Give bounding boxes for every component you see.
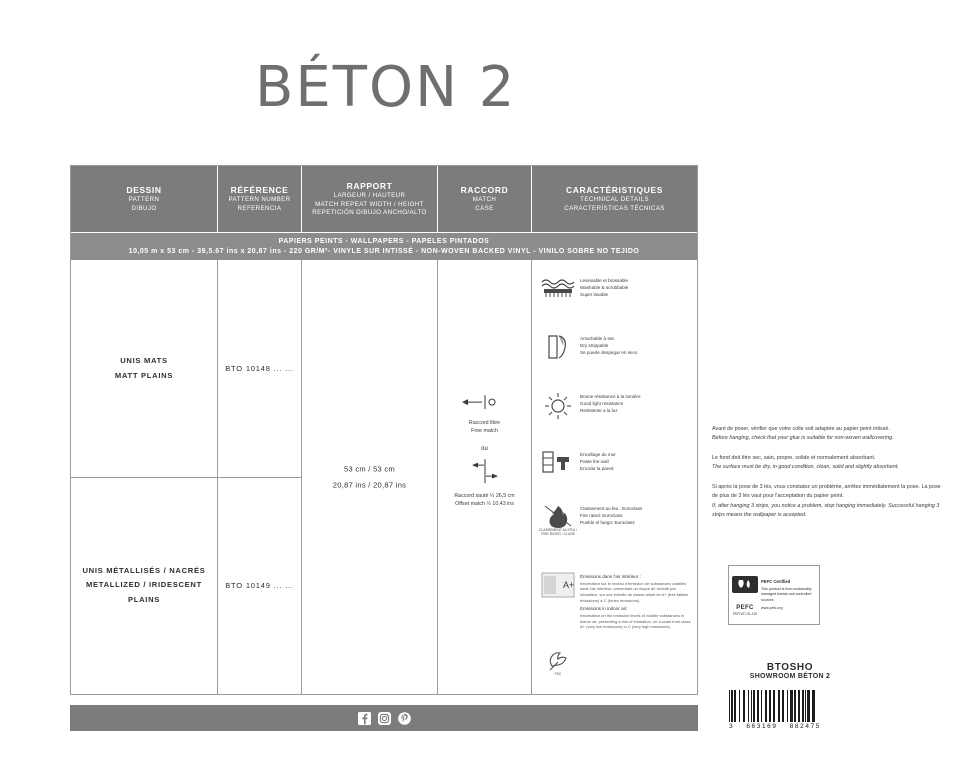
tech-row: [536, 450, 693, 474]
barcode-digit-group: 663169: [746, 723, 778, 730]
column-rapport: [302, 260, 438, 694]
table-row: UNIS MATS MATT PLAINS: [114, 356, 174, 380]
offset-match-caption: Raccord sauté ½ 26,5 cm Offset match ½ 10,43 ins: [454, 492, 515, 507]
hanging-instructions: [712, 425, 947, 531]
spec-table: [70, 165, 698, 695]
column-technical: [532, 260, 697, 694]
table-row: BTO 10149 ... ...: [225, 581, 294, 590]
free-match-caption: Raccord libre Free match: [468, 420, 501, 435]
svg-text:A+: A+: [563, 580, 575, 590]
page-title: BÉTON 2: [255, 55, 517, 120]
free-match-icon: [458, 393, 512, 411]
washable-brush-icon: [536, 276, 580, 298]
instruction-block: Le fond doit être sec, sain, propre, solide et normalement absorbant. The surface must be dry, in good condition, clean, solid and slightly absorbent.: [712, 454, 899, 471]
tech-row: [536, 504, 693, 537]
pefc-body: This product is from sustainably managed forests and controlled sources: [761, 587, 812, 602]
table-header-row: [71, 166, 697, 232]
tech-row-text: Bonne résistance à la lumière Good light resistance Resistente a la luz: [580, 394, 641, 413]
pefc-url[interactable]: www.pefc.org: [761, 605, 783, 610]
product-code-block: [730, 662, 850, 680]
pefc-certification-badge: [728, 565, 820, 625]
column-reference: [218, 260, 302, 694]
header-cell-raccord: RACCORD MATCH CASE: [438, 166, 532, 232]
tech-row: [536, 572, 693, 630]
tech-row-text: Émissions dans l'air intérieur : Information sur le niveau d'émission de substances volatiles dans l'air intérieur, présentant un risque de toxicité par inhalation, sur une échelle de classe allant de A+ (très faibles émissions) à C (fortes émissions). Emissions in indoor air: Information on the emission levels of volatile substances in indoor air, presenting a risk of inhalation, on a scale from class A+ (very low emissions) to C (very high emissions).: [580, 574, 691, 630]
fsc-caption: FSC: [554, 672, 562, 676]
tech-row: [536, 334, 693, 360]
column-pattern: [71, 260, 218, 694]
match-illustrations: [438, 393, 531, 509]
header-cell-dessin: DESSIN PATTERN DIBUJO: [71, 166, 218, 232]
tech-row: [536, 392, 693, 420]
tech-row: [536, 648, 693, 676]
footer-social-bar: [70, 705, 698, 731]
product-code-description: SHOWROOM BÉTON 2: [749, 673, 831, 680]
rapport-values: 53 cm / 53 cm 20,87 ins / 20,87 ins: [332, 464, 407, 489]
barcode-digit-group: 882475: [789, 723, 821, 730]
fsc-icon: [536, 648, 580, 676]
match-or-label: ou: [481, 445, 488, 452]
tech-row-text: Classement au feu : Euroclass Fire rated: Euroclass Pueblo el fuego: Euroclass: [580, 506, 643, 525]
fire-rating-caption: CLASSEMENT AU FEU / FIRE RATED / CLASE: [539, 528, 577, 537]
dry-strippable-icon: [536, 334, 580, 360]
column-match: [438, 260, 532, 694]
header-cell-reference: RÉFÉRENCE PATTERN NUMBER REFERENCIA: [218, 166, 302, 232]
product-code: BTOSHO: [766, 662, 814, 673]
product-spec-band: PAPIERS PEINTS - WALLPAPERS - PAPELES PINTADOS 10,05 m x 53 cm - 39,5.67 ins x 20,87 ins - 220 GR/M²- VINYLE SUR INTISSÉ - NON-WOVEN BACKED VINYL - VINILO SOBRE NO TEJIDO: [71, 232, 697, 260]
barcode-number: [729, 723, 821, 730]
instruction-block: Avant de poser, vérifier que votre colle soit adaptée au papier peint intissé. Before hanging, check that your glue is suitable for non-woven wallcovering.: [712, 426, 894, 442]
pefc-text: [761, 579, 819, 611]
barcode-bars: [729, 690, 821, 722]
table-row: BTO 10148 ... ...: [225, 364, 294, 373]
light-resistance-sun-icon: [536, 392, 580, 420]
tech-row: [536, 276, 693, 299]
barcode-digit-group: 3: [729, 723, 735, 730]
facebook-icon[interactable]: [358, 712, 371, 725]
pinterest-icon[interactable]: [398, 712, 411, 725]
instagram-icon[interactable]: [378, 712, 391, 725]
fire-rating-icon: [536, 504, 580, 537]
pefc-cert-code: PEFC/07-31-215: [733, 611, 757, 616]
instruction-block: Si après la pose de 3 lés, vous constatez un problème, arrêtez immédiatement la pose. La pose de plus de 3 lés vaut pour l'acceptation du papier peint. If, after hanging 3 strips, you notice a problem, stop hanging immediately. Successful hanging 3 strips means the wallpaper is accepted.: [712, 483, 941, 519]
paste-the-wall-icon: [536, 450, 580, 474]
offset-match-icon: [458, 458, 512, 484]
barcode-bar: [815, 690, 816, 722]
header-cell-rapport: RAPPORT LARGEUR / HAUTEUR MATCH REPEAT WIDTH / HEIGHT REPETICIÓN DIBUJO ANCHO/ALTO: [302, 166, 438, 232]
tech-row-text: Lessivable et brossable Washable & scrubbable Super lavable: [580, 278, 629, 297]
table-body: [71, 260, 697, 694]
tech-row-text: Arrachable à sec Dry strippable Se puede despegar en seco: [580, 336, 638, 355]
emissions-a-plus-icon: [536, 572, 580, 598]
pefc-logo: [729, 575, 761, 616]
barcode: [729, 690, 821, 730]
pefc-wordmark: PEFC: [736, 604, 754, 611]
tech-row-text: Encollage du mur Paste the wall Encolar la pared: [580, 452, 616, 471]
pefc-title: PEFC Certified: [761, 579, 791, 585]
table-row: UNIS MÉTALLISÉS / NACRÉS METALLIZED / IRIDESCENT PLAINS: [82, 565, 206, 604]
header-cell-caracteristiques: CARACTÉRISTIQUES TECHNICAL DETAILS CARACTERÍSTICAS TÉCNICAS: [564, 184, 665, 212]
